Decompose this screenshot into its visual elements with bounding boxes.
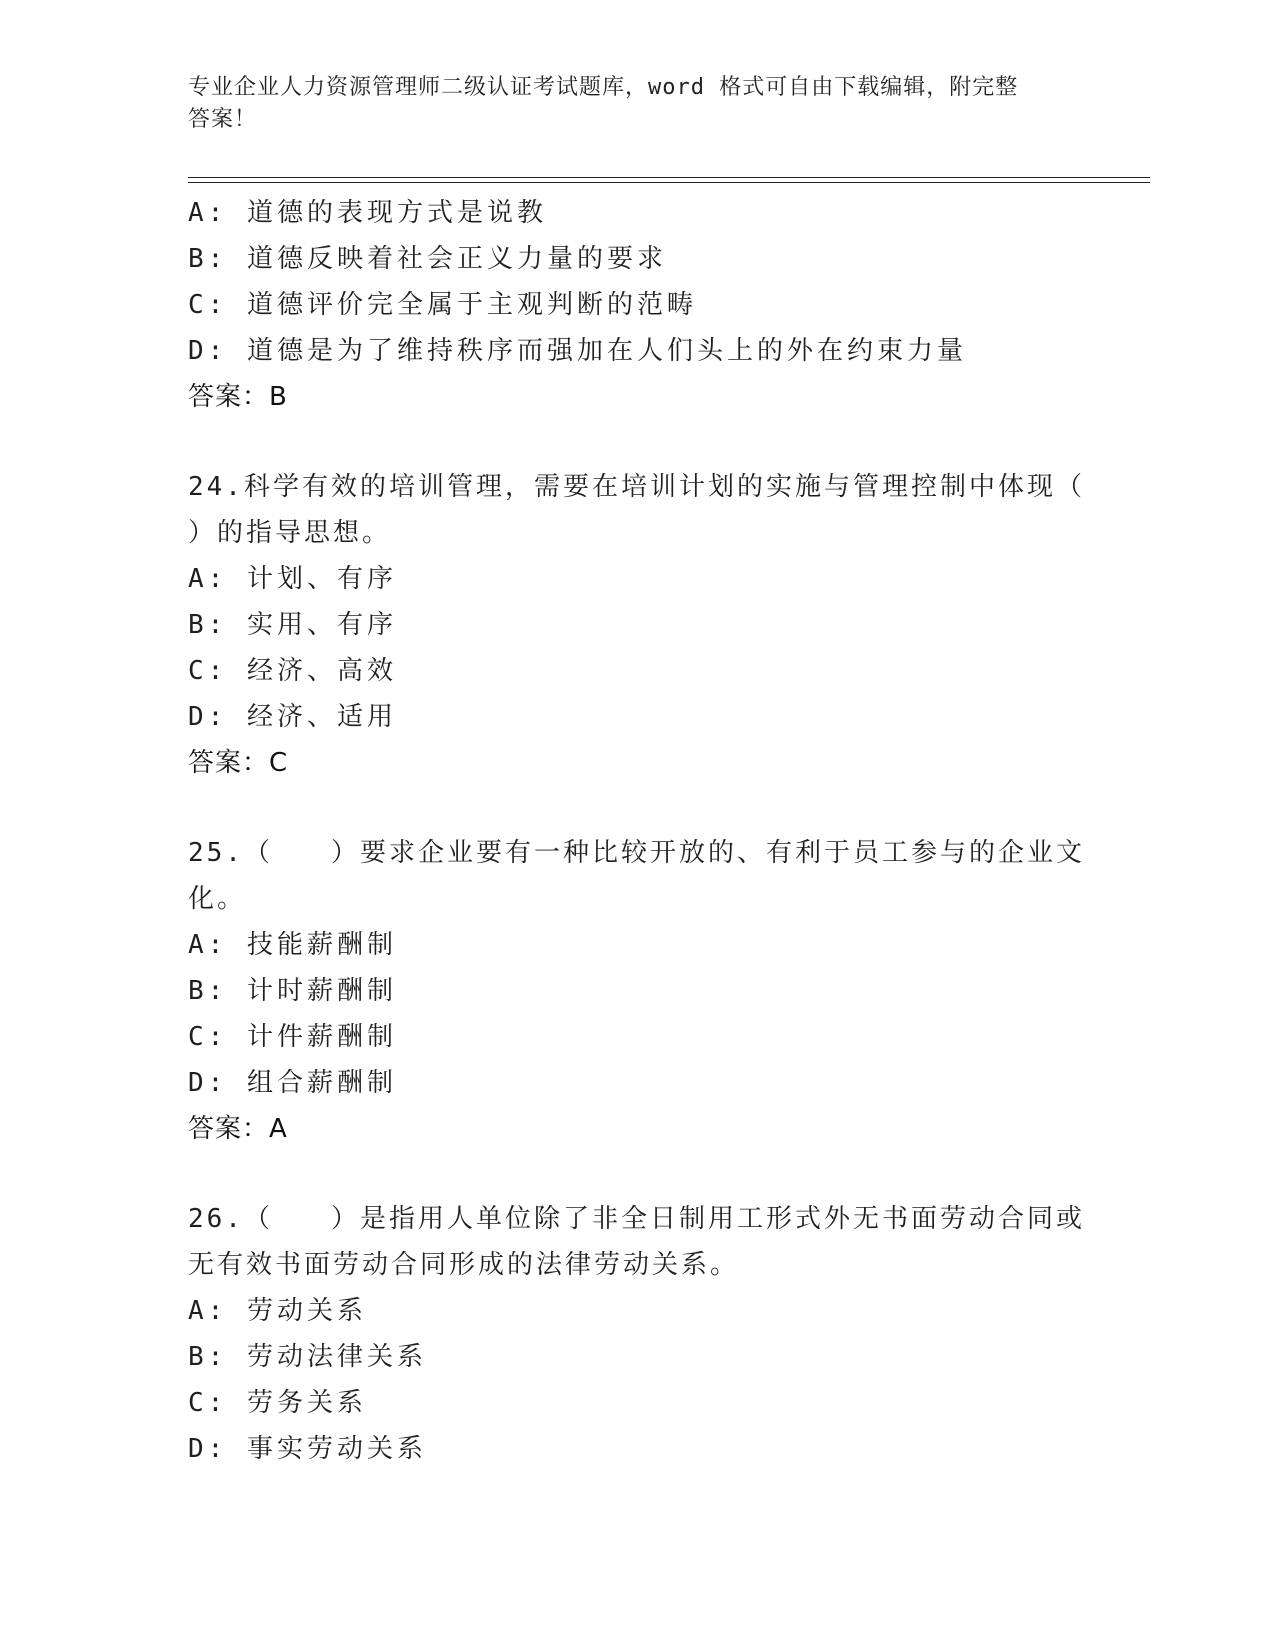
question-stem-line-1: 26.（ ）是指用人单位除了非全日制用工形式外无书面劳动合同或 [188, 1204, 1085, 1234]
option-d: D: 道德是为了维持秩序而强加在人们头上的外在约束力量 [188, 336, 967, 366]
question-stem-line-1: 25.（ ）要求企业要有一种比较开放的、有利于员工参与的企业文 [188, 838, 1085, 868]
question-stem-line-2: 无有效书面劳动合同形成的法律劳动关系。 [188, 1250, 740, 1280]
option-b: B: 劳动法律关系 [188, 1342, 427, 1372]
option-c: C: 计件薪酬制 [188, 1022, 397, 1052]
question-24 [188, 464, 1088, 786]
question-stem-line-2: 化。 [188, 884, 247, 914]
option-c: C: 道德评价完全属于主观判断的范畴 [188, 290, 697, 320]
option-b: B: 道德反映着社会正义力量的要求 [188, 244, 667, 274]
option-a: A: 劳动关系 [188, 1296, 367, 1326]
question-stem-line-1: 24.科学有效的培训管理，需要在培训计划的实施与管理控制中体现（ [188, 472, 1085, 502]
option-a: A: 技能薪酬制 [188, 930, 397, 960]
answer: 答案：A [188, 1114, 288, 1144]
question-26 [188, 1196, 1088, 1472]
document-header [188, 72, 1088, 136]
option-a: A: 道德的表现方式是说教 [188, 198, 547, 228]
question-stem-line-2: ）的指导思想。 [188, 518, 392, 548]
option-d: D: 事实劳动关系 [188, 1434, 427, 1464]
header-rule-bottom [188, 182, 1150, 183]
option-a: A: 计划、有序 [188, 564, 397, 594]
option-d: D: 组合薪酬制 [188, 1068, 397, 1098]
option-c: C: 经济、高效 [188, 656, 397, 686]
option-c: C: 劳务关系 [188, 1388, 367, 1418]
header-line-2: 答案！ [188, 107, 258, 132]
option-b: B: 计时薪酬制 [188, 976, 397, 1006]
question-23 [188, 190, 1088, 420]
answer: 答案：C [188, 748, 289, 778]
answer: 答案：B [188, 382, 288, 412]
question-list [188, 190, 1088, 1472]
header-line-1: 专业企业人力资源管理师二级认证考试题库，word 格式可自由下载编辑，附完整 [188, 75, 1019, 100]
question-25 [188, 830, 1088, 1152]
option-d: D: 经济、适用 [188, 702, 397, 732]
header-rule-top [188, 177, 1150, 178]
option-b: B: 实用、有序 [188, 610, 397, 640]
